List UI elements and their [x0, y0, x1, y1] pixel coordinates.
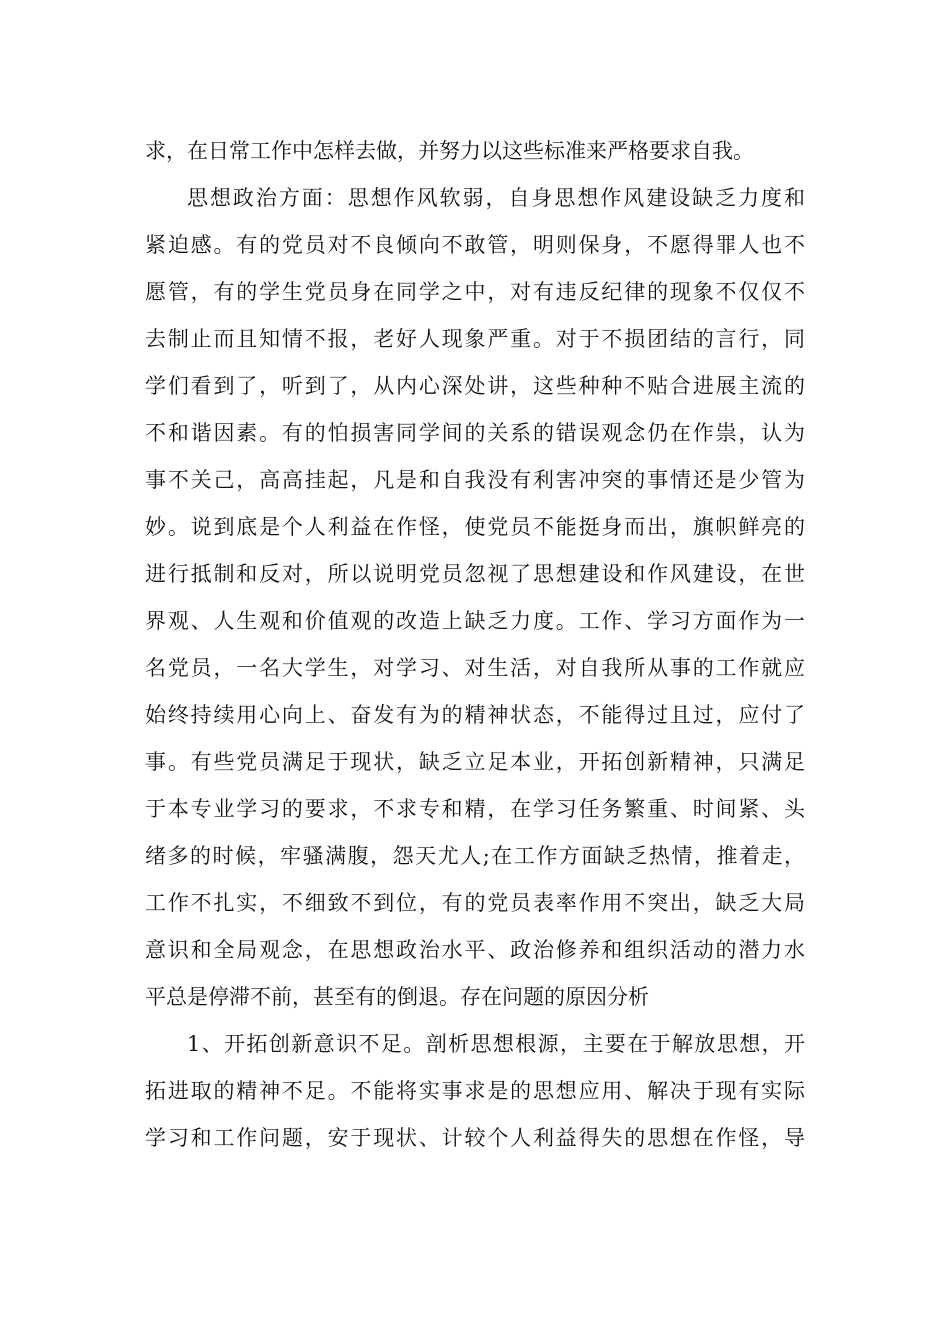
text-line: 界观、人生观和价值观的改造上缺乏力度。工作、学习方面作为一: [145, 609, 805, 633]
text-line: 于本专业学习的要求，不求专和精，在学习任务繁重、时间紧、头: [145, 797, 805, 821]
text-line: 不和谐因素。有的怕损害同学间的关系的错误观念仍在作祟，认为: [145, 421, 805, 445]
paragraph-first-line: 1、开拓创新意识不足。剖析思想根源，主要在于解放思想，开: [187, 1032, 805, 1056]
text-line: 绪多的时候，牢骚满腹，怨天尤人;在工作方面缺乏热情，推着走，: [145, 844, 805, 868]
text-line: 去制止而且知情不报，老好人现象严重。对于不损团结的言行，同: [145, 327, 805, 351]
text-line: 始终持续用心向上、奋发有为的精神状态，不能得过且过，应付了: [145, 703, 805, 727]
text-line: 紧迫感。有的党员对不良倾向不敢管，明则保身，不愿得罪人也不: [145, 233, 805, 257]
text-line: 愿管，有的学生党员身在同学之中，对有违反纪律的现象不仅仅不: [145, 280, 805, 304]
text-line: 事不关己，高高挂起，凡是和自我没有利害冲突的事情还是少管为: [145, 468, 805, 492]
text-line: 意识和全局观念，在思想政治水平、政治修养和组织活动的潜力水: [145, 938, 805, 962]
text-line: 妙。说到底是个人利益在作怪，使党员不能挺身而出，旗帜鲜亮的: [145, 515, 805, 539]
text-line: 求，在日常工作中怎样去做，并努力以这些标准来严格要求自我。: [145, 139, 754, 163]
text-line: 工作不扎实，不细致不到位，有的党员表率作用不突出，缺乏大局: [145, 891, 805, 915]
text-line: 拓进取的精神不足。不能将实事求是的思想应用、解决于现有实际: [145, 1079, 805, 1103]
text-line: 进行抵制和反对，所以说明党员忽视了思想建设和作风建设，在世: [145, 562, 805, 586]
text-line: 平总是停滞不前，甚至有的倒退。存在问题的原因分析: [145, 985, 649, 1009]
text-line: 学们看到了，听到了，从内心深处讲，这些种种不贴合进展主流的: [145, 374, 805, 398]
document-body: [145, 128, 805, 1162]
paragraph-first-line: 思想政治方面：思想作风软弱，自身思想作风建设缺乏力度和: [187, 186, 805, 210]
text-line: 学习和工作问题，安于现状、计较个人利益得失的思想在作怪，导: [145, 1126, 805, 1150]
text-line: 事。有些党员满足于现状，缺乏立足本业，开拓创新精神，只满足: [145, 750, 805, 774]
text-line: 名党员，一名大学生，对学习、对生活，对自我所从事的工作就应: [145, 656, 805, 680]
